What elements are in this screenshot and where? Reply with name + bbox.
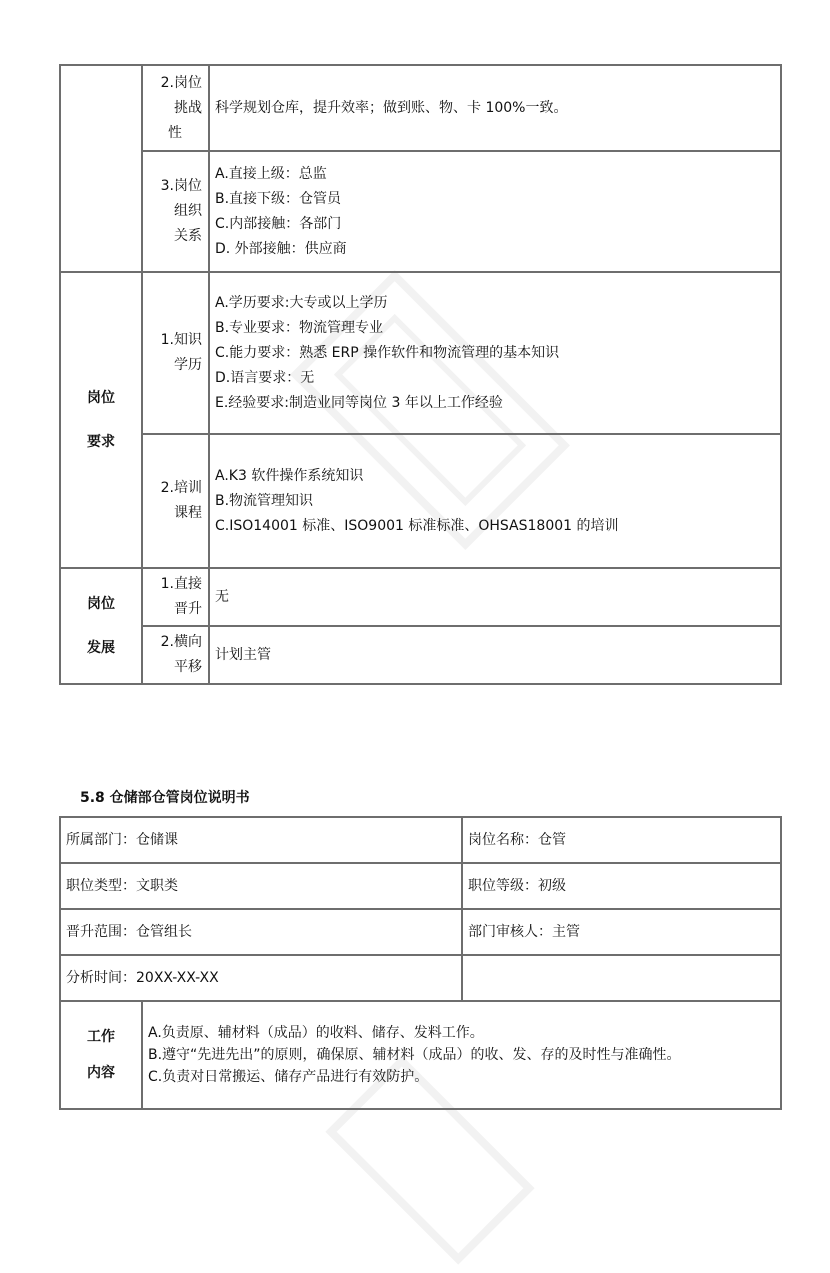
- table-row: [60, 568, 781, 626]
- post-level-cell: 职位等级：初级: [462, 863, 781, 909]
- job-description-table: [59, 816, 782, 1110]
- sub-category-cell: 2.岗位 挑战 性: [142, 65, 209, 151]
- table-row: [60, 863, 781, 909]
- promotion-cell: 晋升范围：仓管组长: [60, 909, 462, 955]
- table-row: [60, 909, 781, 955]
- post-name-cell: 岗位名称：仓管: [462, 817, 781, 863]
- table-row: [60, 151, 781, 272]
- section-cell-empty: [60, 65, 142, 272]
- content-cell: A.K3 软件操作系统知识 B.物流管理知识 C.ISO14001 标准、ISO9001 标准标准、OHSAS18001 的培训: [209, 434, 781, 568]
- job-requirements-table: [59, 64, 782, 685]
- section-cell-development: 岗位 发展: [60, 568, 142, 684]
- content-cell: 科学规划仓库，提升效率；做到账、物、卡 100%一致。: [209, 65, 781, 151]
- section-title: 5.8 仓储部仓管岗位说明书: [80, 790, 250, 806]
- sub-category-cell: 1.直接 晋升: [142, 568, 209, 626]
- department-cell: 所属部门：仓储课: [60, 817, 462, 863]
- sub-category-cell: 2.培训 课程: [142, 434, 209, 568]
- sub-category-cell: 3.岗位 组织 关系: [142, 151, 209, 272]
- work-content-label: 工作 内容: [60, 1001, 142, 1109]
- table-row: [60, 434, 781, 568]
- sub-category-cell: 1.知识 学历: [142, 272, 209, 434]
- table-row: [60, 272, 781, 434]
- post-type-cell: 职位类型：文职类: [60, 863, 462, 909]
- table-row: [60, 626, 781, 684]
- table-row: [60, 817, 781, 863]
- section-cell-requirements: 岗位 要求: [60, 272, 142, 568]
- table-row: [60, 955, 781, 1001]
- reviewer-cell: 部门审核人：主管: [462, 909, 781, 955]
- work-content-cell: A.负责原、辅材料（成品）的收料、储存、发料工作。 B.遵守“先进先出”的原则，确保原、辅材料（成品）的收、发、存的及时性与准确性。 C.负责对日常搬运、储存产品进行有效防护。: [142, 1001, 781, 1109]
- table-row: [60, 65, 781, 151]
- content-cell: 计划主管: [209, 626, 781, 684]
- content-cell: A.学历要求:大专或以上学历 B.专业要求：物流管理专业 C.能力要求：熟悉 ERP 操作软件和物流管理的基本知识 D.语言要求：无 E.经验要求:制造业同等岗位 3 年以上工作经验: [209, 272, 781, 434]
- content-cell: 无: [209, 568, 781, 626]
- sub-category-cell: 2.横向 平移: [142, 626, 209, 684]
- table-row: [60, 1001, 781, 1109]
- content-cell: A.直接上级：总监 B.直接下级：仓管员 C.内部接触：各部门 D. 外部接触：供应商: [209, 151, 781, 272]
- empty-cell: [462, 955, 781, 1001]
- analysis-time-cell: 分析时间：20XX-XX-XX: [60, 955, 462, 1001]
